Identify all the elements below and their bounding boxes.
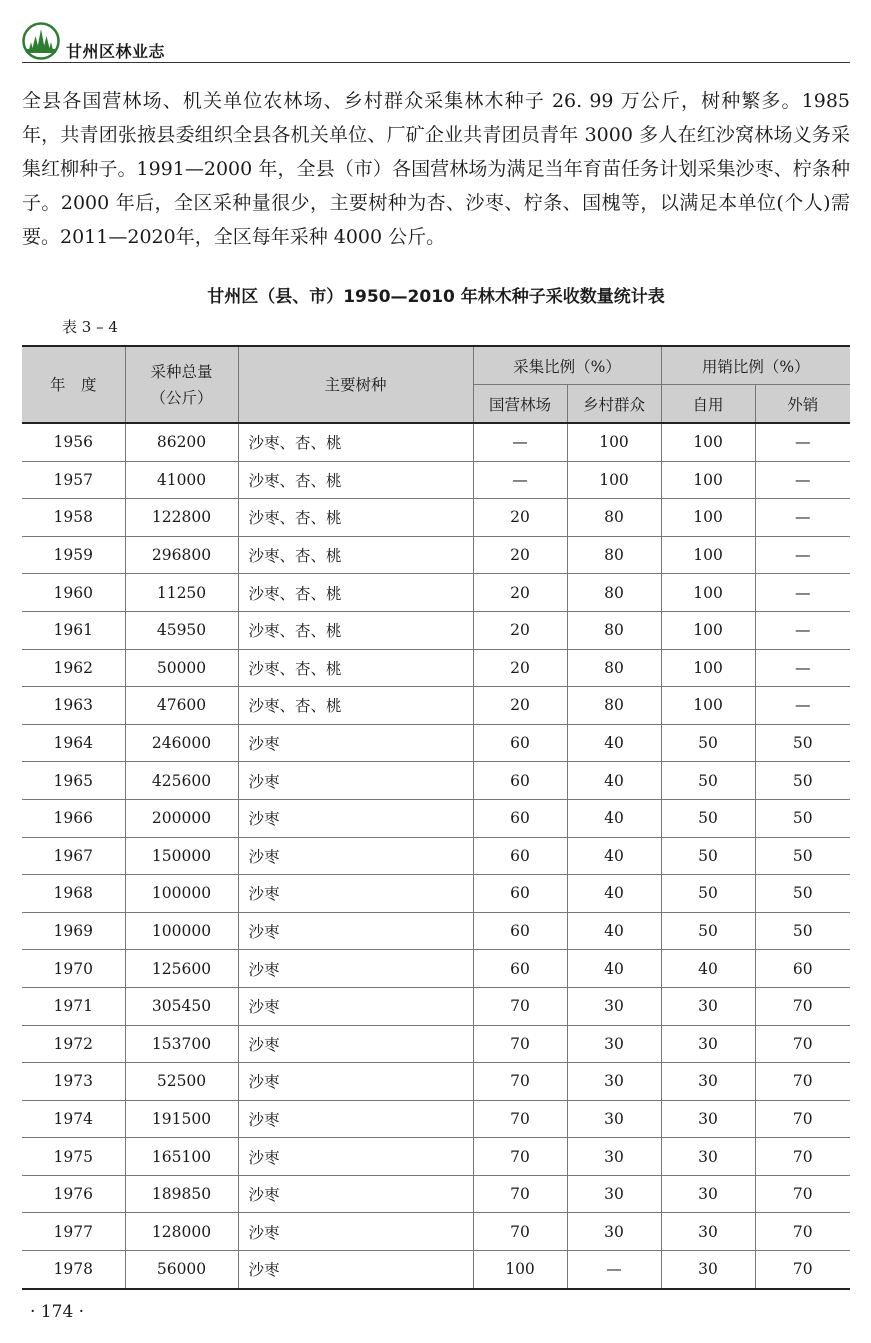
- page-header: [22, 22, 850, 64]
- export-cell: 50: [755, 837, 850, 875]
- state-farm-cell: —: [473, 461, 567, 499]
- table-row: [22, 950, 850, 988]
- state-farm-cell: 60: [473, 950, 567, 988]
- total-cell: 425600: [125, 762, 238, 800]
- total-cell: 165100: [125, 1138, 238, 1176]
- state-farm-cell: 20: [473, 499, 567, 537]
- table-row: [22, 649, 850, 687]
- total-cell: 86200: [125, 423, 238, 461]
- state-farm-cell: 60: [473, 724, 567, 762]
- year-cell: 1958: [22, 499, 125, 537]
- species-cell: 沙枣、杏、桃: [238, 536, 473, 574]
- year-cell: 1977: [22, 1213, 125, 1251]
- total-cell: 52500: [125, 1063, 238, 1101]
- self-use-cell: 100: [661, 649, 755, 687]
- village-cell: 30: [567, 1138, 661, 1176]
- village-cell: 30: [567, 1025, 661, 1063]
- total-cell: 11250: [125, 574, 238, 612]
- export-cell: 50: [755, 724, 850, 762]
- state-farm-cell: 70: [473, 1175, 567, 1213]
- table-row: [22, 536, 850, 574]
- total-cell: 246000: [125, 724, 238, 762]
- export-cell: 70: [755, 1138, 850, 1176]
- state-farm-cell: 70: [473, 1100, 567, 1138]
- table-row: [22, 687, 850, 725]
- self-use-cell: 100: [661, 423, 755, 461]
- self-use-cell: 30: [661, 1063, 755, 1101]
- year-cell: 1957: [22, 461, 125, 499]
- state-farm-cell: 100: [473, 1251, 567, 1289]
- total-cell: 200000: [125, 799, 238, 837]
- header-year: 年 度: [22, 346, 125, 423]
- species-cell: 沙枣: [238, 912, 473, 950]
- village-cell: —: [567, 1251, 661, 1289]
- total-cell: 305450: [125, 987, 238, 1025]
- species-cell: 沙枣: [238, 875, 473, 913]
- table-row: [22, 762, 850, 800]
- total-cell: 56000: [125, 1251, 238, 1289]
- table-row: [22, 1025, 850, 1063]
- table-row: [22, 1213, 850, 1251]
- species-cell: 沙枣、杏、桃: [238, 687, 473, 725]
- village-cell: 40: [567, 762, 661, 800]
- table-row: [22, 875, 850, 913]
- header-state-farm: 国营林场: [473, 385, 567, 424]
- year-cell: 1976: [22, 1175, 125, 1213]
- self-use-cell: 100: [661, 574, 755, 612]
- species-cell: 沙枣: [238, 1025, 473, 1063]
- table-title: 甘州区（县、市）1950—2010 年林木种子采收数量统计表: [207, 287, 665, 307]
- species-cell: 沙枣: [238, 724, 473, 762]
- village-cell: 30: [567, 1063, 661, 1101]
- forest-trees-logo-icon: [22, 22, 60, 60]
- state-farm-cell: 20: [473, 687, 567, 725]
- species-cell: 沙枣: [238, 1100, 473, 1138]
- table-row: [22, 1251, 850, 1289]
- table-row: [22, 1100, 850, 1138]
- table-row: [22, 423, 850, 461]
- year-cell: 1974: [22, 1100, 125, 1138]
- species-cell: 沙枣: [238, 987, 473, 1025]
- header-village: 乡村群众: [567, 385, 661, 424]
- header-species: 主要树种: [238, 346, 473, 423]
- table-row: [22, 987, 850, 1025]
- species-cell: 沙枣、杏、桃: [238, 611, 473, 649]
- self-use-cell: 100: [661, 499, 755, 537]
- total-cell: 41000: [125, 461, 238, 499]
- year-cell: 1960: [22, 574, 125, 612]
- table-number: 表 3 – 4: [62, 318, 118, 336]
- self-use-cell: 100: [661, 611, 755, 649]
- export-cell: —: [755, 611, 850, 649]
- export-cell: 70: [755, 1213, 850, 1251]
- table-row: [22, 1138, 850, 1176]
- self-use-cell: 30: [661, 1100, 755, 1138]
- self-use-cell: 50: [661, 762, 755, 800]
- header-collect-ratio: 采集比例（%）: [473, 346, 661, 385]
- year-cell: 1961: [22, 611, 125, 649]
- state-farm-cell: —: [473, 423, 567, 461]
- header-self-use: 自用: [661, 385, 755, 424]
- species-cell: 沙枣: [238, 837, 473, 875]
- village-cell: 30: [567, 1175, 661, 1213]
- table-row: [22, 912, 850, 950]
- village-cell: 30: [567, 987, 661, 1025]
- self-use-cell: 30: [661, 1251, 755, 1289]
- village-cell: 40: [567, 724, 661, 762]
- table-row: [22, 799, 850, 837]
- state-farm-cell: 60: [473, 762, 567, 800]
- species-cell: 沙枣、杏、桃: [238, 499, 473, 537]
- year-cell: 1964: [22, 724, 125, 762]
- export-cell: —: [755, 461, 850, 499]
- village-cell: 40: [567, 799, 661, 837]
- total-cell: 50000: [125, 649, 238, 687]
- self-use-cell: 50: [661, 875, 755, 913]
- total-cell: 191500: [125, 1100, 238, 1138]
- total-cell: 153700: [125, 1025, 238, 1063]
- self-use-cell: 30: [661, 1138, 755, 1176]
- header-export: 外销: [755, 385, 850, 424]
- table-row: [22, 611, 850, 649]
- species-cell: 沙枣: [238, 1251, 473, 1289]
- page-number: · 174 ·: [30, 1302, 85, 1322]
- header-total-line2: （公斤）: [150, 388, 213, 407]
- self-use-cell: 50: [661, 837, 755, 875]
- year-cell: 1956: [22, 423, 125, 461]
- village-cell: 80: [567, 611, 661, 649]
- header-total-line1: 采种总量: [150, 362, 213, 381]
- year-cell: 1975: [22, 1138, 125, 1176]
- self-use-cell: 100: [661, 461, 755, 499]
- year-cell: 1967: [22, 837, 125, 875]
- header-use-ratio: 用销比例（%）: [661, 346, 850, 385]
- self-use-cell: 100: [661, 536, 755, 574]
- export-cell: —: [755, 574, 850, 612]
- self-use-cell: 50: [661, 912, 755, 950]
- village-cell: 40: [567, 950, 661, 988]
- self-use-cell: 30: [661, 1025, 755, 1063]
- export-cell: 70: [755, 1063, 850, 1101]
- year-cell: 1963: [22, 687, 125, 725]
- body-paragraph: 全县各国营林场、机关单位农林场、乡村群众采集林木种子 26. 99 万公斤，树种繁多。1985 年，共青团张掖县委组织全县各机关单位、厂矿企业共青团员青年 3000 多人在红沙窝林场义务采集红柳种子。1991—2000 年，全县（市）各国营林场为满足当年育苗任务计划采集沙枣、柠条种子。2000 年后，全区采种量很少，主要树种为杏、沙枣、柠条、国槐等，以满足本单位(个人)需要。2011—2020年，全区每年采种 4000 公斤。: [22, 90, 850, 248]
- total-cell: 128000: [125, 1213, 238, 1251]
- village-cell: 80: [567, 536, 661, 574]
- village-cell: 80: [567, 687, 661, 725]
- self-use-cell: 40: [661, 950, 755, 988]
- year-cell: 1959: [22, 536, 125, 574]
- species-cell: 沙枣: [238, 1175, 473, 1213]
- export-cell: 60: [755, 950, 850, 988]
- year-cell: 1972: [22, 1025, 125, 1063]
- species-cell: 沙枣、杏、桃: [238, 574, 473, 612]
- export-cell: 70: [755, 1100, 850, 1138]
- export-cell: —: [755, 423, 850, 461]
- species-cell: 沙枣: [238, 799, 473, 837]
- export-cell: —: [755, 687, 850, 725]
- export-cell: 70: [755, 1175, 850, 1213]
- table-row: [22, 837, 850, 875]
- total-cell: 45950: [125, 611, 238, 649]
- total-cell: 100000: [125, 912, 238, 950]
- state-farm-cell: 70: [473, 1063, 567, 1101]
- state-farm-cell: 70: [473, 1213, 567, 1251]
- species-cell: 沙枣、杏、桃: [238, 649, 473, 687]
- species-cell: 沙枣、杏、桃: [238, 461, 473, 499]
- export-cell: —: [755, 649, 850, 687]
- state-farm-cell: 20: [473, 649, 567, 687]
- year-cell: 1968: [22, 875, 125, 913]
- village-cell: 30: [567, 1100, 661, 1138]
- table-row: [22, 724, 850, 762]
- total-cell: 100000: [125, 875, 238, 913]
- village-cell: 80: [567, 574, 661, 612]
- table-row: [22, 1063, 850, 1101]
- state-farm-cell: 60: [473, 875, 567, 913]
- village-cell: 100: [567, 461, 661, 499]
- village-cell: 80: [567, 499, 661, 537]
- village-cell: 40: [567, 912, 661, 950]
- state-farm-cell: 20: [473, 536, 567, 574]
- export-cell: 70: [755, 1251, 850, 1289]
- export-cell: 50: [755, 912, 850, 950]
- total-cell: 189850: [125, 1175, 238, 1213]
- self-use-cell: 30: [661, 1175, 755, 1213]
- state-farm-cell: 60: [473, 799, 567, 837]
- state-farm-cell: 20: [473, 574, 567, 612]
- village-cell: 100: [567, 423, 661, 461]
- village-cell: 80: [567, 649, 661, 687]
- year-cell: 1966: [22, 799, 125, 837]
- total-cell: 125600: [125, 950, 238, 988]
- state-farm-cell: 60: [473, 837, 567, 875]
- total-cell: 296800: [125, 536, 238, 574]
- self-use-cell: 50: [661, 724, 755, 762]
- header-total: [125, 346, 238, 423]
- year-cell: 1971: [22, 987, 125, 1025]
- year-cell: 1969: [22, 912, 125, 950]
- table-body: [22, 423, 850, 1289]
- village-cell: 30: [567, 1213, 661, 1251]
- self-use-cell: 50: [661, 799, 755, 837]
- total-cell: 122800: [125, 499, 238, 537]
- year-cell: 1965: [22, 762, 125, 800]
- table-row: [22, 574, 850, 612]
- self-use-cell: 30: [661, 1213, 755, 1251]
- village-cell: 40: [567, 875, 661, 913]
- export-cell: 70: [755, 987, 850, 1025]
- export-cell: 50: [755, 875, 850, 913]
- export-cell: 70: [755, 1025, 850, 1063]
- export-cell: —: [755, 536, 850, 574]
- species-cell: 沙枣: [238, 1063, 473, 1101]
- export-cell: —: [755, 499, 850, 537]
- state-farm-cell: 70: [473, 1138, 567, 1176]
- state-farm-cell: 70: [473, 987, 567, 1025]
- table-row: [22, 499, 850, 537]
- year-cell: 1970: [22, 950, 125, 988]
- self-use-cell: 30: [661, 987, 755, 1025]
- year-cell: 1978: [22, 1251, 125, 1289]
- species-cell: 沙枣: [238, 1213, 473, 1251]
- seed-collection-table: [22, 345, 850, 1290]
- state-farm-cell: 70: [473, 1025, 567, 1063]
- village-cell: 40: [567, 837, 661, 875]
- species-cell: 沙枣: [238, 950, 473, 988]
- header-divider: [22, 62, 850, 63]
- total-cell: 47600: [125, 687, 238, 725]
- species-cell: 沙枣: [238, 1138, 473, 1176]
- year-cell: 1973: [22, 1063, 125, 1101]
- total-cell: 150000: [125, 837, 238, 875]
- table-row: [22, 461, 850, 499]
- state-farm-cell: 20: [473, 611, 567, 649]
- table-row: [22, 1175, 850, 1213]
- book-title: 甘州区林业志: [66, 42, 166, 61]
- year-cell: 1962: [22, 649, 125, 687]
- species-cell: 沙枣、杏、桃: [238, 423, 473, 461]
- state-farm-cell: 60: [473, 912, 567, 950]
- export-cell: 50: [755, 799, 850, 837]
- self-use-cell: 100: [661, 687, 755, 725]
- export-cell: 50: [755, 762, 850, 800]
- species-cell: 沙枣: [238, 762, 473, 800]
